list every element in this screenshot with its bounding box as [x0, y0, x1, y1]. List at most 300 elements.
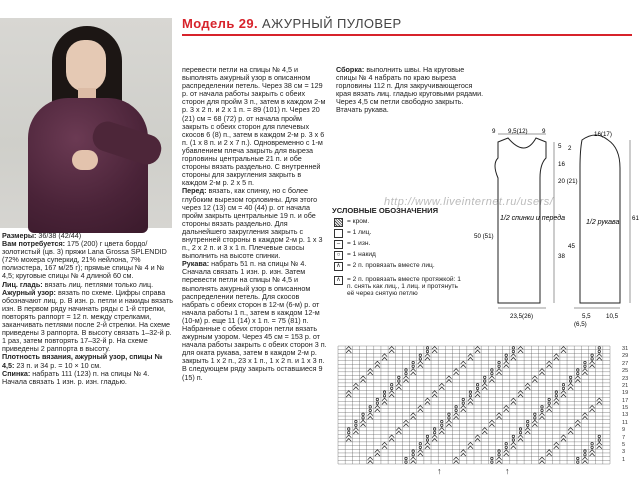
decrease-mark: [496, 413, 501, 416]
decrease-mark: [375, 365, 380, 368]
yarn-over-mark: [541, 406, 543, 408]
yarn-over-mark: [362, 417, 364, 419]
back-label: Спинка:: [2, 368, 31, 378]
yarn-over-mark: [562, 387, 564, 389]
decrease-mark: [597, 402, 602, 405]
decrease-mark: [461, 361, 466, 364]
decrease-mark: [360, 420, 365, 423]
decrease-mark: [496, 461, 501, 464]
yarn-over-mark: [426, 350, 428, 352]
body-bottom-dim: 23,5(26): [510, 313, 534, 320]
decrease-mark: [461, 453, 466, 456]
decrease-mark: [418, 365, 423, 368]
decrease-mark: [482, 383, 487, 386]
sleeve-top-dim: 16(17): [594, 131, 612, 138]
decrease-mark: [425, 446, 430, 449]
yarn-over-mark: [405, 457, 407, 459]
decrease-mark: [554, 354, 559, 357]
decrease-mark: [382, 402, 387, 405]
decrease-mark: [468, 354, 473, 357]
decrease-mark: [360, 376, 365, 379]
decrease-mark: [396, 383, 401, 386]
yarn-over-mark: [591, 354, 593, 356]
decrease-mark: [504, 409, 509, 412]
body-side-dim-4: 38: [558, 253, 565, 260]
decrease-mark: [403, 420, 408, 423]
decrease-mark: [346, 350, 351, 353]
decrease-mark: [554, 446, 559, 449]
decrease-mark: [532, 380, 537, 383]
decrease-mark: [396, 431, 401, 434]
decrease-mark: [561, 391, 566, 394]
column-2: [182, 66, 328, 382]
decrease-mark: [375, 361, 380, 364]
sleeve-label: 1/2 рукава: [586, 219, 620, 226]
decrease-mark: [547, 453, 552, 456]
decrease-mark: [411, 413, 416, 416]
yarn-over-mark: [519, 431, 521, 433]
decrease-mark: [511, 442, 516, 445]
decrease-mark: [375, 406, 380, 409]
yarn-over-mark: [419, 446, 421, 448]
yarn-over-mark: [476, 383, 478, 385]
decrease-mark: [446, 424, 451, 427]
decrease-mark: [547, 450, 552, 453]
yarn-over-mark: [598, 435, 600, 437]
decrease-mark: [368, 461, 373, 464]
yarn-over-mark: [598, 347, 600, 349]
yarn-over-mark: [405, 461, 407, 463]
decrease-mark: [360, 380, 365, 383]
decrease-mark: [554, 402, 559, 405]
decrease-mark: [561, 347, 566, 350]
decrease-mark: [547, 365, 552, 368]
yarn-over-mark: [534, 417, 536, 419]
yarn-over-mark: [398, 376, 400, 378]
decrease-mark: [496, 417, 501, 420]
decrease-mark: [511, 398, 516, 401]
decrease-mark: [511, 402, 516, 405]
decrease-mark: [432, 439, 437, 442]
density-text: 23 п. и 34 р. = 10 × 10 см.: [16, 360, 102, 370]
decrease-mark: [561, 439, 566, 442]
yarn-over-mark: [491, 372, 493, 374]
legend-item: = кром.: [334, 218, 369, 227]
decrease-mark: [396, 428, 401, 431]
decrease-mark: [346, 435, 351, 438]
decrease-mark: [475, 347, 480, 350]
chart-row-number: 31: [622, 346, 629, 352]
decrease-mark: [360, 424, 365, 427]
decrease-mark: [511, 358, 516, 361]
yarn-over-mark: [390, 387, 392, 389]
decrease-mark: [411, 461, 416, 464]
ssk-symbol: ∧: [334, 276, 343, 285]
decrease-mark: [597, 358, 602, 361]
decrease-mark: [561, 350, 566, 353]
decrease-mark: [582, 372, 587, 375]
decrease-mark: [353, 428, 358, 431]
sizes-value: 36/38 (42/44): [38, 231, 82, 240]
decrease-mark: [425, 442, 430, 445]
yarn-over-mark: [405, 372, 407, 374]
decrease-mark: [568, 431, 573, 434]
decrease-mark: [411, 417, 416, 420]
decrease-mark: [389, 350, 394, 353]
purl-symbol: –: [334, 240, 343, 249]
decrease-mark: [432, 350, 437, 353]
decrease-mark: [418, 406, 423, 409]
decrease-mark: [454, 461, 459, 464]
decrease-mark: [411, 369, 416, 372]
chart-row-number: 9: [622, 427, 626, 434]
garment-schematic: [470, 128, 638, 333]
decrease-mark: [425, 398, 430, 401]
decrease-mark: [518, 350, 523, 353]
body-side-dim-1: 5: [558, 143, 562, 150]
yarn-over-mark: [355, 420, 357, 422]
yarn-over-mark: [419, 354, 421, 356]
decrease-mark: [532, 424, 537, 427]
decrease-mark: [454, 417, 459, 420]
yarn-over-mark: [591, 358, 593, 360]
decrease-mark: [418, 409, 423, 412]
decrease-mark: [418, 450, 423, 453]
yarn-over-mark: [419, 442, 421, 444]
decrease-mark: [554, 442, 559, 445]
yarn-over-mark: [526, 420, 528, 422]
yarn-over-mark: [505, 358, 507, 360]
yarn-over-mark: [390, 383, 392, 385]
decrease-mark: [489, 424, 494, 427]
decrease-mark: [539, 417, 544, 420]
decrease-mark: [353, 383, 358, 386]
legend-item: = 1 лиц.: [334, 229, 371, 238]
decrease-mark: [532, 376, 537, 379]
yarn-over-mark: [498, 454, 500, 456]
legend-item: ∧ = 2 п. провязать вместе протяжкой: 1 п. снять как лиц., 1 лиц. и протянуть её через снятую петлю: [334, 276, 464, 297]
yarn-over-mark: [484, 380, 486, 382]
legend-item: ○ = 1 накид: [334, 251, 376, 260]
assembly-text: выполнить швы. На круговые спицы № 4 набрать по краю выреза горловины 112 п. Для закручивающегося края вязать лиц. гладью круговыми рядами. Через 4,5 см петли свободно закрыть. Втачать рукава.: [336, 65, 484, 115]
decrease-mark: [346, 347, 351, 350]
density-label: Плотность вязания, ажурный узор, спицы № 4,5:: [2, 352, 163, 370]
decrease-mark: [504, 361, 509, 364]
decrease-mark: [382, 446, 387, 449]
decrease-mark: [454, 413, 459, 416]
decrease-mark: [389, 391, 394, 394]
yarn-over-mark: [505, 442, 507, 444]
decrease-mark: [496, 369, 501, 372]
yarn-over-mark: [484, 376, 486, 378]
decrease-mark: [375, 409, 380, 412]
decrease-mark: [496, 372, 501, 375]
decrease-mark: [518, 435, 523, 438]
yarn-over-mark: [591, 442, 593, 444]
yarn-over-mark: [362, 413, 364, 415]
need-text: 175 (200) г цвета бордо/золотистый (цв. 3) пряжи Lana Grossa SPLENDID (72% мохера суперкид, 21% нейлона, 7% полиэстера, 167 м/25 г); прямые спицы № 4 и № 4,5; круговые спицы № 4 длиной 60 см.: [2, 239, 167, 281]
decrease-mark: [539, 461, 544, 464]
yarn-over-mark: [383, 391, 385, 393]
decrease-mark: [532, 420, 537, 423]
decrease-mark: [375, 450, 380, 453]
sleeve-bottom-dim-2: 5,5: [582, 313, 591, 320]
decrease-mark: [439, 428, 444, 431]
decrease-mark: [590, 406, 595, 409]
decrease-mark: [468, 402, 473, 405]
yarn-over-mark: [505, 354, 507, 356]
decrease-mark: [518, 347, 523, 350]
yarn-over-mark: [369, 409, 371, 411]
decrease-mark: [425, 354, 430, 357]
decrease-mark: [446, 420, 451, 423]
yarn-over-mark: [577, 369, 579, 371]
decrease-mark: [389, 394, 394, 397]
yarn-over-mark: [376, 402, 378, 404]
decrease-mark: [446, 380, 451, 383]
yarn-over-mark: [426, 439, 428, 441]
yarn-over-mark: [462, 402, 464, 404]
decrease-mark: [554, 358, 559, 361]
decrease-mark: [439, 431, 444, 434]
decrease-mark: [475, 394, 480, 397]
yarn-over-mark: [512, 350, 514, 352]
decrease-mark: [432, 435, 437, 438]
decrease-mark: [582, 457, 587, 460]
repeat-arrow-icon: ↑: [505, 466, 510, 476]
yarn-over-mark: [591, 446, 593, 448]
decrease-mark: [489, 380, 494, 383]
yarn-over-mark: [426, 347, 428, 349]
decrease-mark: [382, 398, 387, 401]
yarn-over-mark: [569, 376, 571, 378]
decrease-mark: [547, 409, 552, 412]
body-label: 1/2 спинки и переда: [500, 215, 565, 222]
decrease-mark: [353, 431, 358, 434]
yarn-over-mark: [412, 454, 414, 456]
yarn-over-mark: [577, 461, 579, 463]
yarn-over-mark: [512, 435, 514, 437]
yarn-over-mark: [412, 365, 414, 367]
decrease-mark: [582, 461, 587, 464]
decrease-mark: [482, 387, 487, 390]
yarn-over-mark: [476, 387, 478, 389]
chart-row-number: 17: [622, 397, 629, 404]
yarn-over-mark: [405, 369, 407, 371]
yarn-over-mark: [491, 369, 493, 371]
yarn-over-mark: [584, 450, 586, 452]
yarn-over-mark: [469, 395, 471, 397]
need-label: Вам потребуется:: [2, 239, 66, 249]
yarn-over-mark: [498, 361, 500, 363]
body-top-dim-1: 9: [492, 128, 496, 135]
decrease-mark: [468, 398, 473, 401]
decrease-mark: [382, 354, 387, 357]
body-top-dim-3: 9: [542, 128, 546, 135]
decrease-mark: [575, 424, 580, 427]
decrease-mark: [439, 383, 444, 386]
decrease-mark: [568, 383, 573, 386]
yarn-over-mark: [498, 365, 500, 367]
yarn-over-mark: [433, 431, 435, 433]
legend-item: ∧ = 2 п. провязать вместе лиц.: [334, 262, 435, 271]
yarn-over-mark: [348, 428, 350, 430]
decrease-mark: [368, 369, 373, 372]
decrease-mark: [504, 406, 509, 409]
yarn-over-mark: [505, 446, 507, 448]
yarn-over-mark: [369, 406, 371, 408]
chart-row-number: 27: [622, 360, 629, 367]
yarn-over-mark: [519, 428, 521, 430]
decrease-mark: [418, 453, 423, 456]
decrease-mark: [561, 394, 566, 397]
yarn-over-mark: [412, 450, 414, 452]
yarn-over-mark: [376, 398, 378, 400]
decrease-mark: [475, 350, 480, 353]
model-title: АЖУРНЫЙ ПУЛОВЕР: [262, 16, 402, 31]
decrease-mark: [547, 406, 552, 409]
yarn-over-mark: [541, 409, 543, 411]
column-3: [336, 66, 486, 115]
decrease-mark: [539, 369, 544, 372]
sleeve-right-dim: 61: [632, 215, 639, 222]
decrease-mark: [482, 431, 487, 434]
decrease-mark: [446, 376, 451, 379]
decrease-mark: [475, 435, 480, 438]
decrease-mark: [597, 354, 602, 357]
yarn-over-mark: [355, 424, 357, 426]
chart-row-number: 25: [622, 368, 629, 375]
body-top-dim-2: 9,5(12): [508, 128, 528, 135]
back-text: набрать 111 (123) п. на спицы № 4. Начала связать 1 изн. р. изн. гладью.: [2, 368, 150, 386]
decrease-mark: [518, 394, 523, 397]
decrease-mark: [461, 450, 466, 453]
chart-row-number: 13: [622, 412, 629, 419]
decrease-mark: [432, 347, 437, 350]
decrease-mark: [482, 428, 487, 431]
yarn-over-mark: [555, 395, 557, 397]
yarn-over-mark: [598, 350, 600, 352]
yarn-over-mark: [584, 454, 586, 456]
decrease-mark: [346, 439, 351, 442]
yarn-over-mark: [569, 380, 571, 382]
yarn-over-mark: [598, 439, 600, 441]
decrease-mark: [539, 457, 544, 460]
yarn-over-mark: [469, 391, 471, 393]
decrease-mark: [518, 391, 523, 394]
lace-chart: [338, 346, 610, 464]
decrease-mark: [353, 387, 358, 390]
k2tog-symbol: ∧: [334, 262, 343, 271]
decrease-mark: [368, 457, 373, 460]
yarn-over-mark: [412, 361, 414, 363]
yarn-over-mark: [548, 402, 550, 404]
face-text: вязать лиц. петлями только лиц.: [44, 279, 154, 289]
repeat-arrow-icon: ↑: [437, 466, 442, 476]
decrease-mark: [468, 446, 473, 449]
yarn-over-mark: [348, 431, 350, 433]
knit-symbol: [334, 229, 343, 238]
yarn-over-mark: [462, 398, 464, 400]
decrease-mark: [454, 457, 459, 460]
decrease-mark: [489, 420, 494, 423]
decrease-mark: [475, 439, 480, 442]
yarn-over-mark: [419, 358, 421, 360]
sleeve-side-dim-1: 2: [568, 145, 572, 152]
decrease-mark: [504, 365, 509, 368]
decrease-mark: [568, 387, 573, 390]
decrease-mark: [575, 380, 580, 383]
decrease-mark: [590, 453, 595, 456]
chart-row-number: 29: [622, 353, 629, 360]
decrease-mark: [346, 394, 351, 397]
decrease-mark: [368, 413, 373, 416]
decrease-mark: [382, 358, 387, 361]
decrease-mark: [590, 365, 595, 368]
decrease-mark: [468, 358, 473, 361]
edge-symbol: [334, 218, 343, 227]
watermark: http://www.liveinternet.ru/users/: [384, 196, 554, 208]
chart-row-number: 7: [622, 434, 626, 441]
decrease-mark: [432, 394, 437, 397]
yarn-over-mark: [491, 457, 493, 459]
front-text: вязать, как спинку, но с более глубоким вырезом горловины. Для этого через 12 (13) см = 40 (44) р. от начала пройм закрыть центральные 19 п. и обе стороны вязать раздельно. Для дальнейшего закругления закрыть с внутренней стороны в каждом 2-м р. 1 х 3 п., 2 х 2 п. и 3 х 1 п. Плечевые скосы выполнить на высоте спинки.: [182, 186, 323, 261]
front-label: Перед:: [182, 186, 207, 196]
decrease-mark: [454, 372, 459, 375]
decrease-mark: [432, 391, 437, 394]
body-side-dim-3: 20 (21): [558, 178, 578, 185]
yarn-over-mark: [534, 413, 536, 415]
decrease-mark: [511, 446, 516, 449]
body-side-dim-2: 16: [558, 161, 565, 168]
decrease-mark: [525, 383, 530, 386]
chart-row-number: 15: [622, 405, 629, 411]
decrease-mark: [461, 365, 466, 368]
decrease-mark: [554, 398, 559, 401]
decrease-mark: [504, 450, 509, 453]
yarn-over-mark: [491, 461, 493, 463]
yarn-over-mark: [498, 450, 500, 452]
decrease-mark: [525, 431, 530, 434]
chart-row-number: 23: [622, 375, 629, 382]
decrease-mark: [368, 372, 373, 375]
yarn-over-mark: [448, 413, 450, 415]
decrease-mark: [590, 450, 595, 453]
yarn-over-mark: [512, 439, 514, 441]
decrease-mark: [468, 442, 473, 445]
yarn-over-mark: [584, 361, 586, 363]
yarn-over-symbol: ○: [334, 251, 343, 260]
decrease-mark: [504, 453, 509, 456]
yarn-over-mark: [433, 428, 435, 430]
decrease-mark: [375, 453, 380, 456]
sleeve-bottom-dim-3: 10,5: [606, 313, 619, 320]
lace-text: вязать по схеме. Цифры справа обозначают лиц. р. В изн. р. петли и накиды вязать изн. В первом ряду начинать ряды с 1-й стрелки, повторять раппорт = 12 п. между стрелками, заканчивать петлями после 2-й стрелки. На схеме приведены 3 раппорта. В высоту связать 1–32-й р. 1 раз, затем повторять 17–32-й р. На схеме приведены 2 раппорта в высоту.: [2, 287, 174, 354]
decrease-mark: [597, 398, 602, 401]
decrease-mark: [561, 435, 566, 438]
yarn-over-mark: [455, 409, 457, 411]
decrease-mark: [525, 428, 530, 431]
decrease-mark: [461, 409, 466, 412]
decrease-mark: [389, 347, 394, 350]
decrease-mark: [389, 435, 394, 438]
yarn-over-mark: [584, 365, 586, 367]
decrease-mark: [590, 409, 595, 412]
body-left-dim: 50 (51): [474, 233, 494, 240]
sleeve-side-dim-2: 45: [568, 243, 575, 250]
decrease-mark: [547, 361, 552, 364]
yarn-over-mark: [555, 391, 557, 393]
